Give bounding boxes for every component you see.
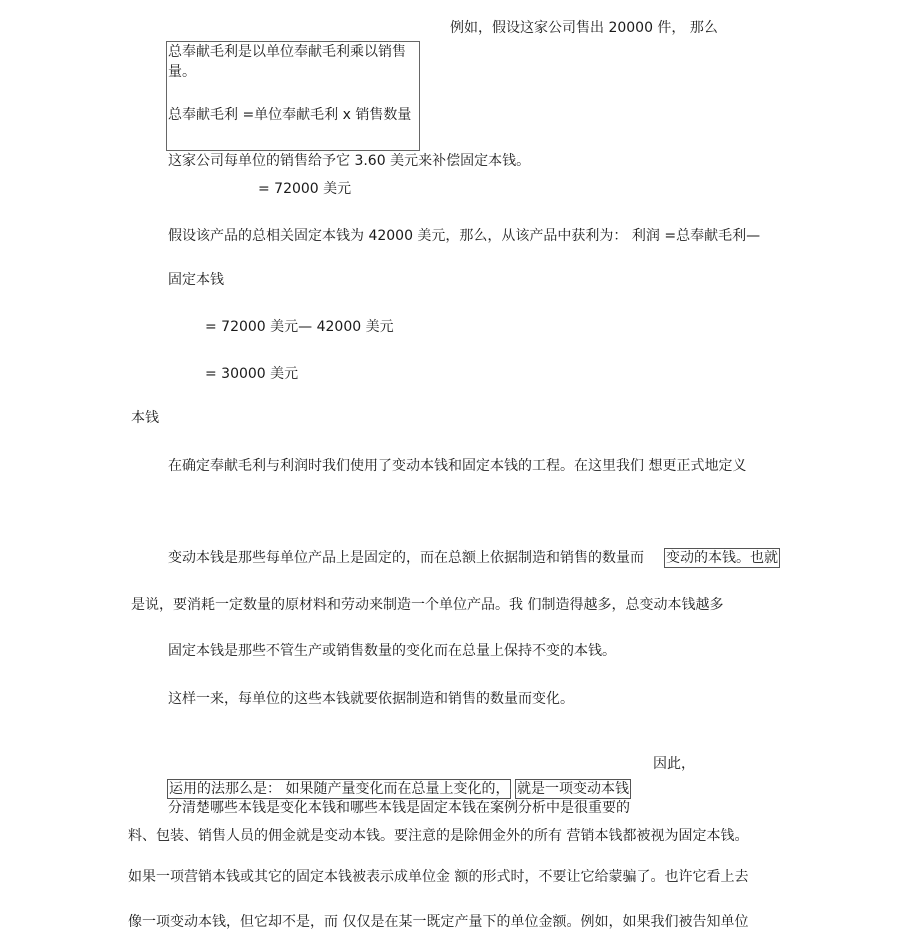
profit-intro-line: 假设该产品的总相关固定本钱为 42000 美元，那么，从该产品中获利为： 利润 =总奉献毛利— <box>168 228 761 244</box>
fixed-cost-definition: 固定本钱是那些不管生产或销售数量的变化而在总量上保持不变的本钱。 <box>168 643 616 659</box>
box-line-2: 量。 <box>168 64 196 80</box>
example-sales-line: 例如，假设这家公司售出 20000 件， 那么 <box>450 20 718 36</box>
distinguish-costs-line: 分清楚哪些本钱是变化本钱和哪些本钱是固定本钱在案例分析中是很重要的 <box>168 800 630 816</box>
therefore-word: 因此， <box>653 756 695 772</box>
materials-commission-line: 料、包装、销售人员的佣金就是变动本钱。要注意的是除佣金外的所有 营销本钱都被视为固定本钱。 <box>128 828 749 844</box>
profit-result: = 30000 美元 <box>205 366 299 382</box>
warning-line: 如果一项营销本钱或其它的固定本钱被表示成单位金 额的形式时，不要让它给蒙骗了。也许它看上去 <box>128 869 749 885</box>
box-formula: 总奉献毛利 =单位奉献毛利 x 销售数量 <box>168 107 412 123</box>
variable-cost-highlight: 变动的本钱。也就 <box>666 550 778 566</box>
per-unit-change-line: 这样一来，每单位的这些本钱就要依据制造和销售的数量而变化。 <box>168 691 574 707</box>
rule-of-thumb: 运用的法那么是： 如果随产量变化而在总量上变化的， <box>169 781 510 797</box>
variable-cost-explanation: 是说，要消耗一定数量的原材料和劳动来制造一个单位产品。我 们制造得越多，总变动本钱越多 <box>131 597 724 613</box>
definition-intro: 在确定奉献毛利与利润时我们使用了变动本钱和固定本钱的工程。在这里我们 想更正式地定义 <box>168 458 747 474</box>
total-contribution-box <box>166 41 420 151</box>
profit-calculation: = 72000 美元— 42000 美元 <box>205 319 394 335</box>
box-line-1: 总奉献毛利是以单位奉献毛利乘以销售 <box>168 44 406 60</box>
unit-contribution-line: 这家公司每单位的销售给予它 3.60 美元来补偿固定本钱。 <box>168 153 531 169</box>
total-contribution-result: = 72000 美元 <box>258 181 352 197</box>
section-heading: 本钱 <box>131 410 159 426</box>
variable-cost-rule-highlight: 就是一项变动本钱 <box>517 781 629 797</box>
looks-like-variable-line: 像一项变动本钱，但它却不是，而 仅仅是在某一既定产量下的单位金额。例如，如果我们被告知单位 <box>128 914 749 930</box>
variable-cost-definition: 变动本钱是那些每单位产品上是固定的，而在总额上依据制造和销售的数量而 <box>168 550 644 566</box>
fixed-cost-word: 固定本钱 <box>168 272 224 288</box>
